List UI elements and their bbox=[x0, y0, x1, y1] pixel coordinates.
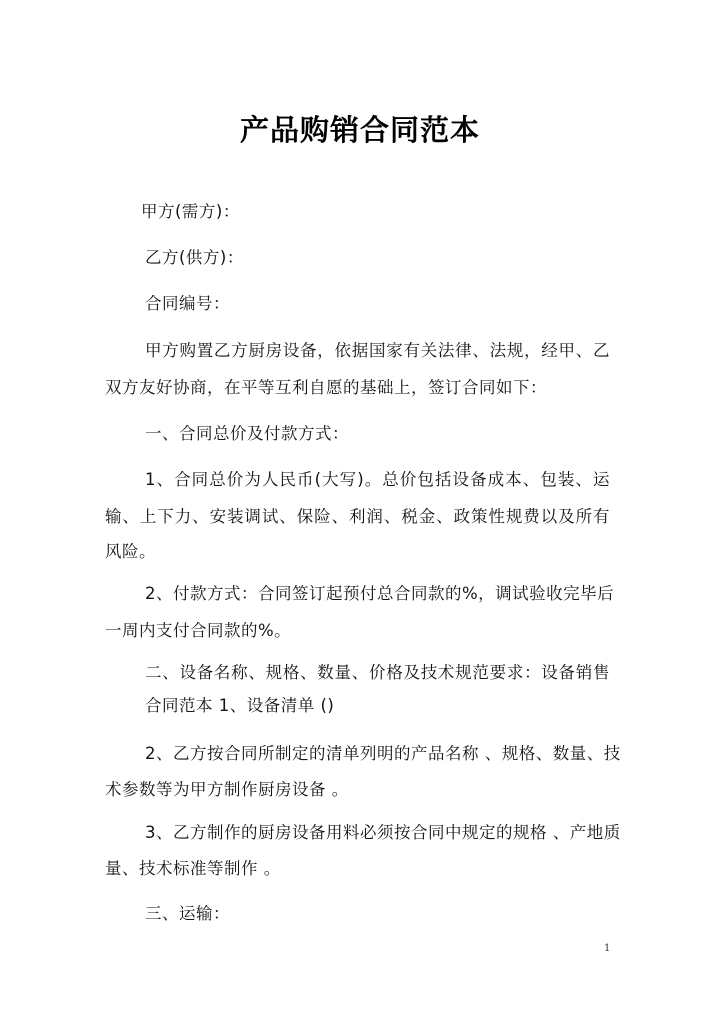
section-2-item-2-line-2: 术参数等为甲方制作厨房设备 。 bbox=[105, 780, 349, 799]
page-number: 1 bbox=[604, 943, 611, 954]
section-2-item-3-line-1: 3、乙方制作的厨房设备用料必须按合同中规定的规格 、产地质 bbox=[145, 823, 621, 842]
party-b-label: 乙方(供方)： bbox=[145, 248, 244, 267]
section-1-item-1-line-3: 风险。 bbox=[105, 542, 156, 561]
section-1-item-2-line-2: 一周内支付合同款的%。 bbox=[105, 621, 292, 640]
party-a-label: 甲方(需方)： bbox=[141, 202, 240, 221]
section-1-item-2-line-1: 2、付款方式：合同签订起预付总合同款的%，调试验收完毕后 bbox=[145, 584, 615, 603]
section-2-item-2-line-1: 2、乙方按合同所制定的清单列明的产品名称 、规格、数量、技 bbox=[145, 744, 621, 763]
section-2-heading-line-1: 二、设备名称、规格、数量、价格及技术规范要求：设备销售 bbox=[145, 663, 610, 682]
intro-paragraph-line-1: 甲方购置乙方厨房设备，依据国家有关法律、法规，经甲、乙 bbox=[145, 341, 610, 360]
section-1-item-1-line-1: 1、合同总价为人民币(大写)。总价包括设备成本、包装、运 bbox=[145, 470, 610, 489]
section-3-heading: 三、运输： bbox=[145, 904, 230, 923]
section-1-item-1-line-2: 输、上下力、安装调试、保险、利润、税金、政策性规费以及所有 bbox=[105, 507, 610, 526]
contract-number-label: 合同编号： bbox=[145, 294, 230, 313]
section-2-heading-line-2: 合同范本 1、设备清单 () bbox=[145, 696, 335, 715]
section-2-item-3-line-2: 量、技术标准等制作 。 bbox=[105, 859, 281, 878]
section-1-heading: 一、合同总价及付款方式： bbox=[145, 424, 349, 443]
document-title: 产品购销合同范本 bbox=[239, 113, 480, 147]
intro-paragraph-line-2: 双方友好协商，在平等互利自愿的基础上，签订合同如下： bbox=[105, 378, 547, 397]
